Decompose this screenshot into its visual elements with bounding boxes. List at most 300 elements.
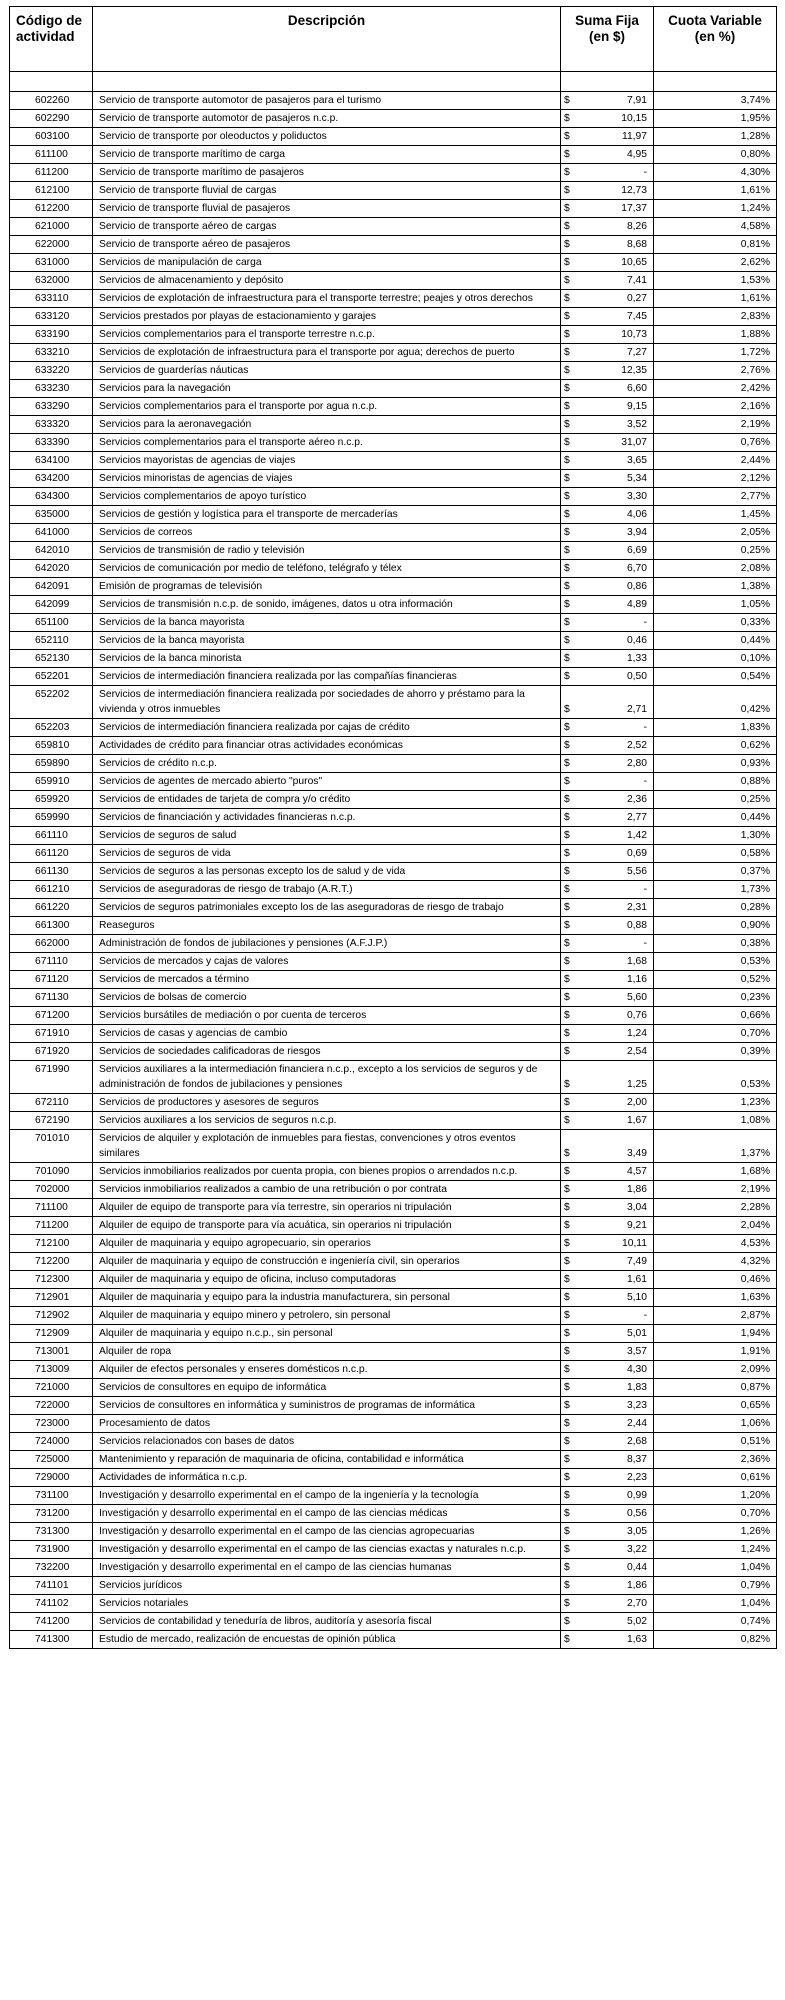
fixed-amount: 1,86 bbox=[588, 1577, 654, 1595]
variable-rate: 1,38% bbox=[654, 578, 777, 596]
activity-description: Servicio de transporte fluvial de cargas bbox=[93, 182, 561, 200]
fixed-amount: 2,00 bbox=[588, 1094, 654, 1112]
table-row bbox=[10, 1451, 777, 1469]
currency-symbol: $ bbox=[561, 845, 588, 863]
variable-rate: 1,68% bbox=[654, 1163, 777, 1181]
activity-code: 633320 bbox=[10, 416, 93, 434]
activity-description: Alquiler de equipo de transporte para vía terrestre, sin operarios ni tripulación bbox=[93, 1199, 561, 1217]
table-row bbox=[10, 416, 777, 434]
table-row bbox=[10, 1379, 777, 1397]
activity-code: 712909 bbox=[10, 1325, 93, 1343]
activity-code: 635000 bbox=[10, 506, 93, 524]
activity-code: 701090 bbox=[10, 1163, 93, 1181]
variable-rate: 4,53% bbox=[654, 1235, 777, 1253]
fixed-amount: 1,24 bbox=[588, 1025, 654, 1043]
currency-symbol: $ bbox=[561, 953, 588, 971]
variable-rate: 2,62% bbox=[654, 254, 777, 272]
table-row bbox=[10, 1181, 777, 1199]
activity-code: 622000 bbox=[10, 236, 93, 254]
activity-code: 711200 bbox=[10, 1217, 93, 1235]
currency-symbol: $ bbox=[561, 434, 588, 452]
activity-code: 671110 bbox=[10, 953, 93, 971]
table-row bbox=[10, 488, 777, 506]
currency-symbol: $ bbox=[561, 1112, 588, 1130]
table-row bbox=[10, 182, 777, 200]
currency-symbol: $ bbox=[561, 236, 588, 254]
variable-rate: 1,24% bbox=[654, 200, 777, 218]
fixed-amount: 4,95 bbox=[588, 146, 654, 164]
currency-symbol: $ bbox=[561, 1631, 588, 1649]
fixed-amount: 3,05 bbox=[588, 1523, 654, 1541]
activity-code: 661120 bbox=[10, 845, 93, 863]
activity-code: 633290 bbox=[10, 398, 93, 416]
variable-rate: 1,61% bbox=[654, 182, 777, 200]
currency-symbol: $ bbox=[561, 614, 588, 632]
activity-description: Alquiler de maquinaria y equipo agropecuario, sin operarios bbox=[93, 1235, 561, 1253]
table-row bbox=[10, 344, 777, 362]
activity-code: 611100 bbox=[10, 146, 93, 164]
activity-description: Servicios de intermediación financiera realizada por cajas de crédito bbox=[93, 719, 561, 737]
fixed-amount: 2,31 bbox=[588, 899, 654, 917]
fixed-amount: 3,49 bbox=[588, 1130, 654, 1163]
currency-symbol: $ bbox=[561, 146, 588, 164]
fixed-amount: 3,52 bbox=[588, 416, 654, 434]
table-row bbox=[10, 236, 777, 254]
activity-code: 712200 bbox=[10, 1253, 93, 1271]
variable-rate: 1,28% bbox=[654, 128, 777, 146]
activity-code: 659890 bbox=[10, 755, 93, 773]
currency-symbol: $ bbox=[561, 1559, 588, 1577]
activity-description: Servicios de consultores en equipo de informática bbox=[93, 1379, 561, 1397]
fixed-amount: 2,54 bbox=[588, 1043, 654, 1061]
variable-rate: 0,65% bbox=[654, 1397, 777, 1415]
variable-rate: 2,83% bbox=[654, 308, 777, 326]
variable-rate: 2,08% bbox=[654, 560, 777, 578]
activity-code: 671920 bbox=[10, 1043, 93, 1061]
table-row bbox=[10, 1613, 777, 1631]
activity-description: Servicios de consultores en informática y suministros de programas de informática bbox=[93, 1397, 561, 1415]
currency-symbol: $ bbox=[561, 1541, 588, 1559]
table-row bbox=[10, 1061, 777, 1094]
table-row bbox=[10, 650, 777, 668]
variable-rate: 0,52% bbox=[654, 971, 777, 989]
table-row bbox=[10, 1235, 777, 1253]
variable-rate: 0,82% bbox=[654, 1631, 777, 1649]
activity-description: Servicios notariales bbox=[93, 1595, 561, 1613]
table-row bbox=[10, 614, 777, 632]
activity-description: Estudio de mercado, realización de encuestas de opinión pública bbox=[93, 1631, 561, 1649]
currency-symbol: $ bbox=[561, 791, 588, 809]
table-row bbox=[10, 380, 777, 398]
variable-rate: 0,37% bbox=[654, 863, 777, 881]
header-fixed-amount: Suma Fija (en $) bbox=[561, 7, 654, 72]
table-row bbox=[10, 146, 777, 164]
activity-description: Servicios auxiliares a la intermediación financiera n.c.p., excepto a los servicios de seguros y de administración de fondos de jubilaciones y pensiones bbox=[93, 1061, 561, 1094]
variable-rate: 2,76% bbox=[654, 362, 777, 380]
currency-symbol: $ bbox=[561, 1613, 588, 1631]
table-row bbox=[10, 1217, 777, 1235]
table-row bbox=[10, 686, 777, 719]
fixed-amount: - bbox=[588, 773, 654, 791]
table-row bbox=[10, 1253, 777, 1271]
activity-description: Servicios para la navegación bbox=[93, 380, 561, 398]
currency-symbol: $ bbox=[561, 1217, 588, 1235]
table-row bbox=[10, 1631, 777, 1649]
fixed-amount: 7,49 bbox=[588, 1253, 654, 1271]
currency-symbol: $ bbox=[561, 1523, 588, 1541]
activity-description: Servicios de la banca mayorista bbox=[93, 632, 561, 650]
table-row bbox=[10, 1343, 777, 1361]
variable-rate: 0,53% bbox=[654, 1061, 777, 1094]
fixed-amount: 3,94 bbox=[588, 524, 654, 542]
activity-code: 661130 bbox=[10, 863, 93, 881]
currency-symbol: $ bbox=[561, 989, 588, 1007]
variable-rate: 2,77% bbox=[654, 488, 777, 506]
fixed-amount: - bbox=[588, 164, 654, 182]
activity-description: Servicios de transmisión de radio y televisión bbox=[93, 542, 561, 560]
fixed-amount: 1,61 bbox=[588, 1271, 654, 1289]
variable-rate: 0,46% bbox=[654, 1271, 777, 1289]
activity-description: Alquiler de maquinaria y equipo n.c.p., sin personal bbox=[93, 1325, 561, 1343]
currency-symbol: $ bbox=[561, 899, 588, 917]
activity-description: Servicios de seguros patrimoniales excepto los de las aseguradoras de riesgo de trabajo bbox=[93, 899, 561, 917]
table-row bbox=[10, 737, 777, 755]
activity-code: 712300 bbox=[10, 1271, 93, 1289]
activity-description: Servicios de intermediación financiera realizada por sociedades de ahorro y préstamo para la vivienda y otros inmuebles bbox=[93, 686, 561, 719]
fixed-amount: 7,45 bbox=[588, 308, 654, 326]
activity-rates-table bbox=[9, 6, 777, 1649]
fixed-amount: 3,23 bbox=[588, 1397, 654, 1415]
activity-description: Servicios de contabilidad y teneduría de libros, auditoría y asesoría fiscal bbox=[93, 1613, 561, 1631]
variable-rate: 1,26% bbox=[654, 1523, 777, 1541]
currency-symbol: $ bbox=[561, 272, 588, 290]
table-row bbox=[10, 1595, 777, 1613]
variable-rate: 1,63% bbox=[654, 1289, 777, 1307]
table-row bbox=[10, 935, 777, 953]
variable-rate: 2,36% bbox=[654, 1451, 777, 1469]
activity-description: Alquiler de maquinaria y equipo para la industria manufacturera, sin personal bbox=[93, 1289, 561, 1307]
activity-description: Servicios complementarios para el transporte por agua n.c.p. bbox=[93, 398, 561, 416]
table-row bbox=[10, 1415, 777, 1433]
currency-symbol: $ bbox=[561, 719, 588, 737]
fixed-amount: 7,91 bbox=[588, 92, 654, 110]
fixed-amount: 2,70 bbox=[588, 1595, 654, 1613]
fixed-amount: 3,30 bbox=[588, 488, 654, 506]
table-row bbox=[10, 1025, 777, 1043]
header-description: Descripción bbox=[93, 7, 561, 72]
variable-rate: 0,76% bbox=[654, 434, 777, 452]
activity-description: Servicios inmobiliarios realizados por cuenta propia, con bienes propios o arrendados n.c.p. bbox=[93, 1163, 561, 1181]
activity-description: Servicios de explotación de infraestructura para el transporte terrestre; peajes y otros derechos bbox=[93, 290, 561, 308]
activity-code: 671120 bbox=[10, 971, 93, 989]
activity-description: Servicios de financiación y actividades financieras n.c.p. bbox=[93, 809, 561, 827]
activity-code: 662000 bbox=[10, 935, 93, 953]
currency-symbol: $ bbox=[561, 827, 588, 845]
activity-code: 659910 bbox=[10, 773, 93, 791]
fixed-amount: 5,10 bbox=[588, 1289, 654, 1307]
currency-symbol: $ bbox=[561, 1451, 588, 1469]
variable-rate: 1,23% bbox=[654, 1094, 777, 1112]
activity-code: 602290 bbox=[10, 110, 93, 128]
currency-symbol: $ bbox=[561, 1061, 588, 1094]
table-row bbox=[10, 542, 777, 560]
variable-rate: 2,44% bbox=[654, 452, 777, 470]
fixed-amount: 12,35 bbox=[588, 362, 654, 380]
table-row bbox=[10, 1487, 777, 1505]
table-row bbox=[10, 809, 777, 827]
activity-description: Servicio de transporte automotor de pasajeros para el turismo bbox=[93, 92, 561, 110]
table-row bbox=[10, 917, 777, 935]
fixed-amount: 2,68 bbox=[588, 1433, 654, 1451]
variable-rate: 4,58% bbox=[654, 218, 777, 236]
table-row bbox=[10, 881, 777, 899]
fixed-amount: 3,65 bbox=[588, 452, 654, 470]
activity-code: 732200 bbox=[10, 1559, 93, 1577]
activity-description: Actividades de crédito para financiar otras actividades económicas bbox=[93, 737, 561, 755]
table-row bbox=[10, 434, 777, 452]
variable-rate: 0,44% bbox=[654, 632, 777, 650]
fixed-amount: 12,73 bbox=[588, 182, 654, 200]
table-row bbox=[10, 1112, 777, 1130]
variable-rate: 0,58% bbox=[654, 845, 777, 863]
variable-rate: 4,32% bbox=[654, 1253, 777, 1271]
variable-rate: 0,61% bbox=[654, 1469, 777, 1487]
table-row bbox=[10, 362, 777, 380]
activity-code: 721000 bbox=[10, 1379, 93, 1397]
table-row bbox=[10, 1433, 777, 1451]
table-row bbox=[10, 254, 777, 272]
table-row bbox=[10, 1130, 777, 1163]
table-row bbox=[10, 1307, 777, 1325]
fixed-amount: 1,83 bbox=[588, 1379, 654, 1397]
variable-rate: 4,30% bbox=[654, 164, 777, 182]
activity-code: 633110 bbox=[10, 290, 93, 308]
activity-code: 702000 bbox=[10, 1181, 93, 1199]
variable-rate: 0,53% bbox=[654, 953, 777, 971]
currency-symbol: $ bbox=[561, 1289, 588, 1307]
fixed-amount: 8,68 bbox=[588, 236, 654, 254]
activity-description: Servicios de bolsas de comercio bbox=[93, 989, 561, 1007]
activity-code: 661300 bbox=[10, 917, 93, 935]
activity-code: 602260 bbox=[10, 92, 93, 110]
variable-rate: 1,20% bbox=[654, 1487, 777, 1505]
variable-rate: 2,16% bbox=[654, 398, 777, 416]
table-row bbox=[10, 470, 777, 488]
activity-code: 659920 bbox=[10, 791, 93, 809]
activity-description: Servicios de guarderías náuticas bbox=[93, 362, 561, 380]
table-row bbox=[10, 398, 777, 416]
activity-description: Servicios complementarios para el transporte aéreo n.c.p. bbox=[93, 434, 561, 452]
activity-code: 741200 bbox=[10, 1613, 93, 1631]
activity-description: Alquiler de maquinaria y equipo de oficina, incluso computadoras bbox=[93, 1271, 561, 1289]
activity-code: 621000 bbox=[10, 218, 93, 236]
variable-rate: 0,44% bbox=[654, 809, 777, 827]
activity-description: Servicios auxiliares a los servicios de seguros n.c.p. bbox=[93, 1112, 561, 1130]
fixed-amount: - bbox=[588, 881, 654, 899]
variable-rate: 2,05% bbox=[654, 524, 777, 542]
fixed-amount: 1,25 bbox=[588, 1061, 654, 1094]
currency-symbol: $ bbox=[561, 1025, 588, 1043]
activity-description: Alquiler de efectos personales y enseres domésticos n.c.p. bbox=[93, 1361, 561, 1379]
currency-symbol: $ bbox=[561, 935, 588, 953]
activity-code: 603100 bbox=[10, 128, 93, 146]
currency-symbol: $ bbox=[561, 1043, 588, 1061]
fixed-amount: 1,63 bbox=[588, 1631, 654, 1649]
fixed-amount: 4,06 bbox=[588, 506, 654, 524]
activity-code: 652203 bbox=[10, 719, 93, 737]
currency-symbol: $ bbox=[561, 1271, 588, 1289]
activity-code: 641000 bbox=[10, 524, 93, 542]
activity-description: Administración de fondos de jubilaciones y pensiones (A.F.J.P.) bbox=[93, 935, 561, 953]
currency-symbol: $ bbox=[561, 1307, 588, 1325]
activity-code: 729000 bbox=[10, 1469, 93, 1487]
table-row bbox=[10, 1094, 777, 1112]
table-row bbox=[10, 1289, 777, 1307]
fixed-amount: 5,34 bbox=[588, 470, 654, 488]
activity-code: 633220 bbox=[10, 362, 93, 380]
table-row bbox=[10, 1559, 777, 1577]
variable-rate: 1,61% bbox=[654, 290, 777, 308]
fixed-amount: 1,42 bbox=[588, 827, 654, 845]
currency-symbol: $ bbox=[561, 1094, 588, 1112]
fixed-amount: 4,57 bbox=[588, 1163, 654, 1181]
activity-code: 611200 bbox=[10, 164, 93, 182]
activity-description: Servicio de transporte aéreo de cargas bbox=[93, 218, 561, 236]
table-row bbox=[10, 791, 777, 809]
activity-code: 633210 bbox=[10, 344, 93, 362]
activity-description: Servicios de manipulación de carga bbox=[93, 254, 561, 272]
variable-rate: 3,74% bbox=[654, 92, 777, 110]
currency-symbol: $ bbox=[561, 362, 588, 380]
variable-rate: 1,06% bbox=[654, 1415, 777, 1433]
variable-rate: 1,04% bbox=[654, 1559, 777, 1577]
fixed-amount: 1,86 bbox=[588, 1181, 654, 1199]
variable-rate: 1,30% bbox=[654, 827, 777, 845]
table-row bbox=[10, 1523, 777, 1541]
table-row bbox=[10, 632, 777, 650]
activity-description: Servicio de transporte marítimo de carga bbox=[93, 146, 561, 164]
activity-description: Servicios de sociedades calificadoras de riesgos bbox=[93, 1043, 561, 1061]
activity-description: Servicios de seguros a las personas excepto los de salud y de vida bbox=[93, 863, 561, 881]
currency-symbol: $ bbox=[561, 164, 588, 182]
variable-rate: 0,62% bbox=[654, 737, 777, 755]
activity-description: Investigación y desarrollo experimental en el campo de las ciencias agropecuarias bbox=[93, 1523, 561, 1541]
variable-rate: 0,28% bbox=[654, 899, 777, 917]
currency-symbol: $ bbox=[561, 200, 588, 218]
variable-rate: 2,09% bbox=[654, 1361, 777, 1379]
activity-code: 634200 bbox=[10, 470, 93, 488]
fixed-amount: 1,68 bbox=[588, 953, 654, 971]
activity-code: 633230 bbox=[10, 380, 93, 398]
activity-description: Servicio de transporte marítimo de pasajeros bbox=[93, 164, 561, 182]
activity-description: Servicios de productores y asesores de seguros bbox=[93, 1094, 561, 1112]
variable-rate: 0,39% bbox=[654, 1043, 777, 1061]
activity-description: Servicio de transporte automotor de pasajeros n.c.p. bbox=[93, 110, 561, 128]
table-row bbox=[10, 971, 777, 989]
currency-symbol: $ bbox=[561, 1343, 588, 1361]
currency-symbol: $ bbox=[561, 182, 588, 200]
variable-rate: 2,87% bbox=[654, 1307, 777, 1325]
table-row bbox=[10, 863, 777, 881]
activity-description: Actividades de informática n.c.p. bbox=[93, 1469, 561, 1487]
activity-code: 672110 bbox=[10, 1094, 93, 1112]
fixed-amount: 0,46 bbox=[588, 632, 654, 650]
activity-description: Servicios de transmisión n.c.p. de sonido, imágenes, datos u otra información bbox=[93, 596, 561, 614]
fixed-amount: 6,70 bbox=[588, 560, 654, 578]
activity-code: 713001 bbox=[10, 1343, 93, 1361]
fixed-amount: 2,44 bbox=[588, 1415, 654, 1433]
currency-symbol: $ bbox=[561, 308, 588, 326]
activity-code: 612200 bbox=[10, 200, 93, 218]
table-row bbox=[10, 524, 777, 542]
fixed-amount: 9,21 bbox=[588, 1217, 654, 1235]
activity-code: 661210 bbox=[10, 881, 93, 899]
currency-symbol: $ bbox=[561, 1325, 588, 1343]
table-row bbox=[10, 200, 777, 218]
activity-code: 659990 bbox=[10, 809, 93, 827]
fixed-amount: 0,50 bbox=[588, 668, 654, 686]
activity-description: Servicios minoristas de agencias de viajes bbox=[93, 470, 561, 488]
currency-symbol: $ bbox=[561, 326, 588, 344]
variable-rate: 0,70% bbox=[654, 1025, 777, 1043]
currency-symbol: $ bbox=[561, 737, 588, 755]
activity-code: 701010 bbox=[10, 1130, 93, 1163]
activity-code: 632000 bbox=[10, 272, 93, 290]
activity-code: 642099 bbox=[10, 596, 93, 614]
currency-symbol: $ bbox=[561, 668, 588, 686]
spacer-row bbox=[10, 72, 777, 92]
currency-symbol: $ bbox=[561, 632, 588, 650]
activity-code: 731900 bbox=[10, 1541, 93, 1559]
activity-description: Servicios de correos bbox=[93, 524, 561, 542]
variable-rate: 0,74% bbox=[654, 1613, 777, 1631]
variable-rate: 0,87% bbox=[654, 1379, 777, 1397]
fixed-amount: 4,30 bbox=[588, 1361, 654, 1379]
fixed-amount: - bbox=[588, 1307, 654, 1325]
currency-symbol: $ bbox=[561, 1595, 588, 1613]
variable-rate: 0,66% bbox=[654, 1007, 777, 1025]
activity-description: Reaseguros bbox=[93, 917, 561, 935]
variable-rate: 1,72% bbox=[654, 344, 777, 362]
activity-code: 661220 bbox=[10, 899, 93, 917]
variable-rate: 1,24% bbox=[654, 1541, 777, 1559]
activity-description: Servicios de crédito n.c.p. bbox=[93, 755, 561, 773]
activity-description: Servicios relacionados con bases de datos bbox=[93, 1433, 561, 1451]
currency-symbol: $ bbox=[561, 470, 588, 488]
fixed-amount: - bbox=[588, 935, 654, 953]
fixed-amount: 6,69 bbox=[588, 542, 654, 560]
currency-symbol: $ bbox=[561, 1379, 588, 1397]
activity-description: Servicios de seguros de salud bbox=[93, 827, 561, 845]
fixed-amount: 5,01 bbox=[588, 1325, 654, 1343]
currency-symbol: $ bbox=[561, 686, 588, 719]
fixed-amount: - bbox=[588, 614, 654, 632]
activity-description: Procesamiento de datos bbox=[93, 1415, 561, 1433]
activity-code: 671200 bbox=[10, 1007, 93, 1025]
fixed-amount: 5,60 bbox=[588, 989, 654, 1007]
currency-symbol: $ bbox=[561, 92, 588, 110]
table-row bbox=[10, 110, 777, 128]
currency-symbol: $ bbox=[561, 917, 588, 935]
currency-symbol: $ bbox=[561, 416, 588, 434]
table-row bbox=[10, 1199, 777, 1217]
variable-rate: 1,95% bbox=[654, 110, 777, 128]
table-row bbox=[10, 326, 777, 344]
variable-rate: 0,88% bbox=[654, 773, 777, 791]
variable-rate: 0,90% bbox=[654, 917, 777, 935]
variable-rate: 0,33% bbox=[654, 614, 777, 632]
currency-symbol: $ bbox=[561, 380, 588, 398]
